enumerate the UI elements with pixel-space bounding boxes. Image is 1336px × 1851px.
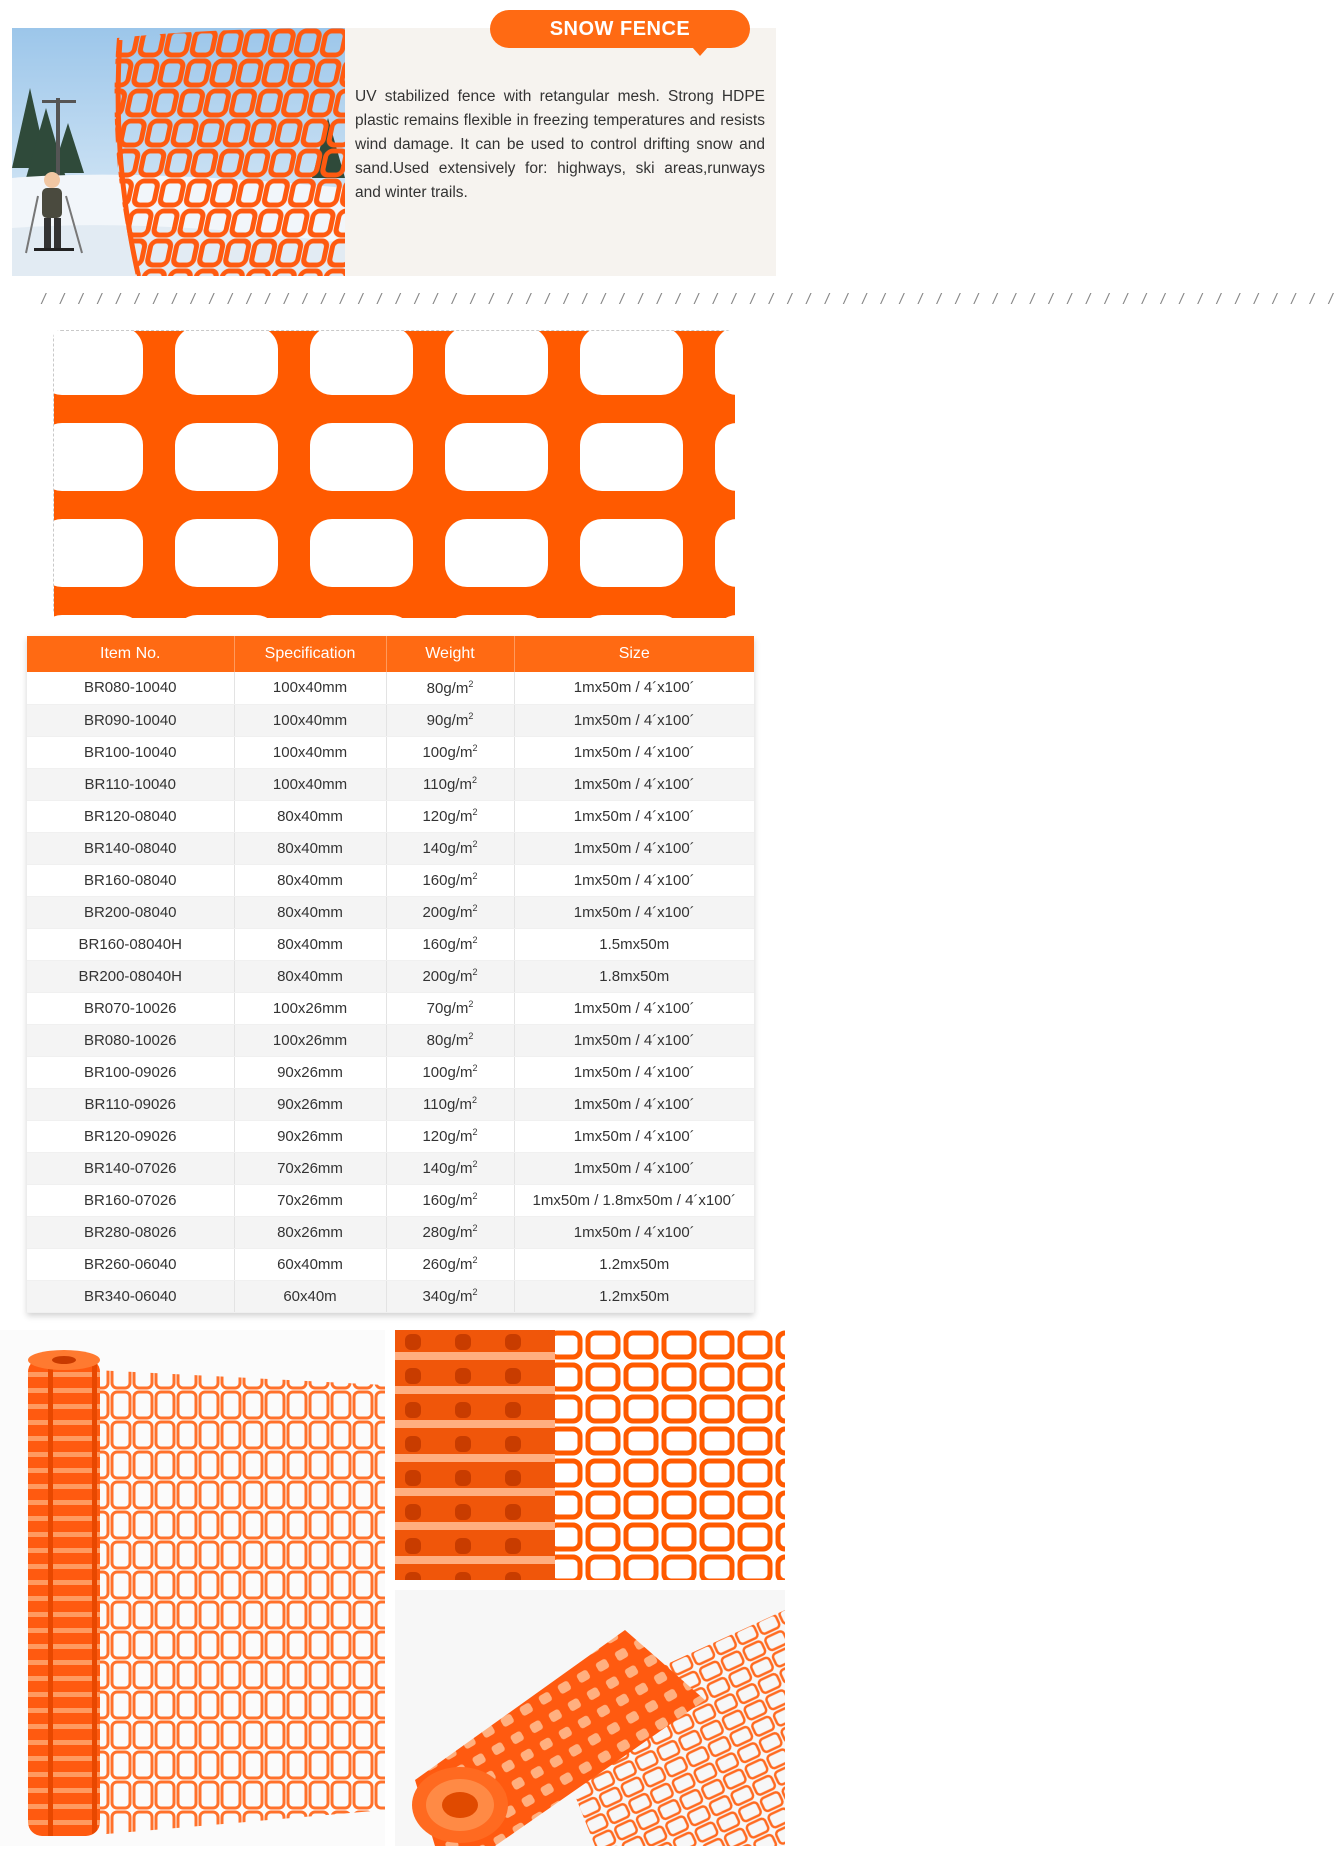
cell-specification: 100x26mm	[234, 1024, 386, 1056]
cell-size: 1mx50m / 4´x100´	[514, 864, 754, 896]
cell-size: 1mx50m / 4´x100´	[514, 1088, 754, 1120]
cell-size: 1.8mx50m	[514, 960, 754, 992]
table-row	[27, 1088, 754, 1120]
cell-specification: 80x40mm	[234, 800, 386, 832]
cell-weight: $200g/m^2$	[386, 960, 514, 992]
cell-weight: $280g/m^2$	[386, 1216, 514, 1248]
cell-specification: 100x26mm	[234, 992, 386, 1024]
table-row	[27, 704, 754, 736]
cell-size: 1mx50m / 4´x100´	[514, 832, 754, 864]
table-row	[27, 800, 754, 832]
cell-weight: $160g/m^2$	[386, 1184, 514, 1216]
section-title: SNOW FENCE	[549, 18, 691, 40]
cell-specification: 70x26mm	[234, 1152, 386, 1184]
header-weight: Weight	[386, 636, 514, 672]
cell-item-no: BR340-06040	[27, 1280, 234, 1312]
header-size: Size	[514, 636, 754, 672]
cell-item-no: BR120-08040	[27, 800, 234, 832]
cell-specification: 80x40mm	[234, 928, 386, 960]
cell-item-no: BR100-09026	[27, 1056, 234, 1088]
cell-item-no: BR260-06040	[27, 1248, 234, 1280]
header-item-no: Item No.	[27, 636, 234, 672]
cell-item-no: BR080-10040	[27, 672, 234, 704]
table-row	[27, 1056, 754, 1088]
cell-weight: $140g/m^2$	[386, 1152, 514, 1184]
roll-edge-closeup-photo	[395, 1330, 785, 1580]
standing-roll-photo	[0, 1330, 385, 1846]
cell-item-no: BR080-10026	[27, 1024, 234, 1056]
cell-size: 1.2mx50m	[514, 1280, 754, 1312]
table-row	[27, 992, 754, 1024]
cell-size: 1mx50m / 4´x100´	[514, 1216, 754, 1248]
cell-specification: 90x26mm	[234, 1088, 386, 1120]
table-row	[27, 1248, 754, 1280]
cell-size: 1mx50m / 4´x100´	[514, 736, 754, 768]
cell-specification: 100x40mm	[234, 704, 386, 736]
cell-size: 1mx50m / 1.8mx50m / 4´x100´	[514, 1184, 754, 1216]
cell-specification: 100x40mm	[234, 768, 386, 800]
cell-size: 1mx50m / 4´x100´	[514, 1152, 754, 1184]
cell-size: 1mx50m / 4´x100´	[514, 896, 754, 928]
cell-size: 1mx50m / 4´x100´	[514, 1024, 754, 1056]
cell-size: 1mx50m / 4´x100´	[514, 672, 754, 704]
lying-roll-photo	[395, 1590, 785, 1846]
cell-specification: 70x26mm	[234, 1184, 386, 1216]
hero-photo-skier-fence	[12, 28, 345, 276]
cell-item-no: BR140-07026	[27, 1152, 234, 1184]
cell-item-no: BR200-08040H	[27, 960, 234, 992]
header-specification: Specification	[234, 636, 386, 672]
cell-item-no: BR200-08040	[27, 896, 234, 928]
cell-weight: $260g/m^2$	[386, 1248, 514, 1280]
cell-specification: 80x40mm	[234, 832, 386, 864]
cell-specification: 80x26mm	[234, 1216, 386, 1248]
cell-specification: 60x40m	[234, 1280, 386, 1312]
table-row	[27, 1280, 754, 1312]
mesh-closeup-image	[53, 330, 734, 617]
cell-specification: 60x40mm	[234, 1248, 386, 1280]
cell-size: 1.5mx50m	[514, 928, 754, 960]
cell-weight: $140g/m^2$	[386, 832, 514, 864]
cell-weight: $120g/m^2$	[386, 1120, 514, 1152]
table-body	[27, 672, 754, 1312]
cell-specification: 100x40mm	[234, 736, 386, 768]
table-row	[27, 928, 754, 960]
cell-size: 1mx50m / 4´x100´	[514, 800, 754, 832]
table-row	[27, 1024, 754, 1056]
cell-specification: 90x26mm	[234, 1120, 386, 1152]
cell-weight: $120g/m^2$	[386, 800, 514, 832]
table-row	[27, 864, 754, 896]
slash-divider: / / / / / / / / / / / / / / / / / / / / / / / / / / / / / / / / / / / / / / / / / / / / / / / / / / / / / / / / / / / / / / / / / / / / / /	[40, 292, 1336, 307]
cell-item-no: BR160-07026	[27, 1184, 234, 1216]
cell-specification: 100x40mm	[234, 672, 386, 704]
cell-item-no: BR110-09026	[27, 1088, 234, 1120]
table-row	[27, 736, 754, 768]
table-row	[27, 832, 754, 864]
table-row	[27, 1216, 754, 1248]
cell-size: 1mx50m / 4´x100´	[514, 992, 754, 1024]
cell-specification: 90x26mm	[234, 1056, 386, 1088]
table-row	[27, 1184, 754, 1216]
cell-weight: $160g/m^2$	[386, 864, 514, 896]
cell-item-no: BR100-10040	[27, 736, 234, 768]
badge-tail	[692, 47, 708, 56]
cell-weight: $90g/m^2$	[386, 704, 514, 736]
cell-weight: $80g/m^2$	[386, 672, 514, 704]
cell-weight: $80g/m^2$	[386, 1024, 514, 1056]
table-row	[27, 1152, 754, 1184]
cell-item-no: BR120-09026	[27, 1120, 234, 1152]
cell-item-no: BR070-10026	[27, 992, 234, 1024]
cell-size: 1mx50m / 4´x100´	[514, 1120, 754, 1152]
table-row	[27, 1120, 754, 1152]
cell-weight: $70g/m^2$	[386, 992, 514, 1024]
cell-weight: $200g/m^2$	[386, 896, 514, 928]
cell-weight: $160g/m^2$	[386, 928, 514, 960]
table-header-row	[27, 636, 754, 672]
table-row	[27, 768, 754, 800]
cell-item-no: BR140-08040	[27, 832, 234, 864]
cell-weight: $110g/m^2$	[386, 1088, 514, 1120]
cell-size: 1mx50m / 4´x100´	[514, 768, 754, 800]
cell-item-no: BR090-10040	[27, 704, 234, 736]
cell-size: 1mx50m / 4´x100´	[514, 1056, 754, 1088]
table-row	[27, 896, 754, 928]
cell-item-no: BR160-08040	[27, 864, 234, 896]
table-row	[27, 960, 754, 992]
table-row	[27, 672, 754, 704]
cell-specification: 80x40mm	[234, 896, 386, 928]
cell-size: 1.2mx50m	[514, 1248, 754, 1280]
cell-size: 1mx50m / 4´x100´	[514, 704, 754, 736]
cell-weight: $110g/m^2$	[386, 768, 514, 800]
specification-table	[27, 636, 754, 1313]
cell-weight: $100g/m^2$	[386, 736, 514, 768]
cell-weight: $100g/m^2$	[386, 1056, 514, 1088]
cell-weight: $340g/m^2$	[386, 1280, 514, 1312]
cell-item-no: BR280-08026	[27, 1216, 234, 1248]
section-title-badge	[490, 10, 750, 48]
cell-specification: 80x40mm	[234, 960, 386, 992]
cell-item-no: BR110-10040	[27, 768, 234, 800]
cell-item-no: BR160-08040H	[27, 928, 234, 960]
cell-specification: 80x40mm	[234, 864, 386, 896]
product-description: UV stabilized fence with retangular mesh. Strong HDPE plastic remains flexible in freezing temperatures and resists wind damage. It can be used to control drifting snow and sand.Used extensively for: highways, ski areas,runways and winter trails.	[355, 88, 765, 201]
